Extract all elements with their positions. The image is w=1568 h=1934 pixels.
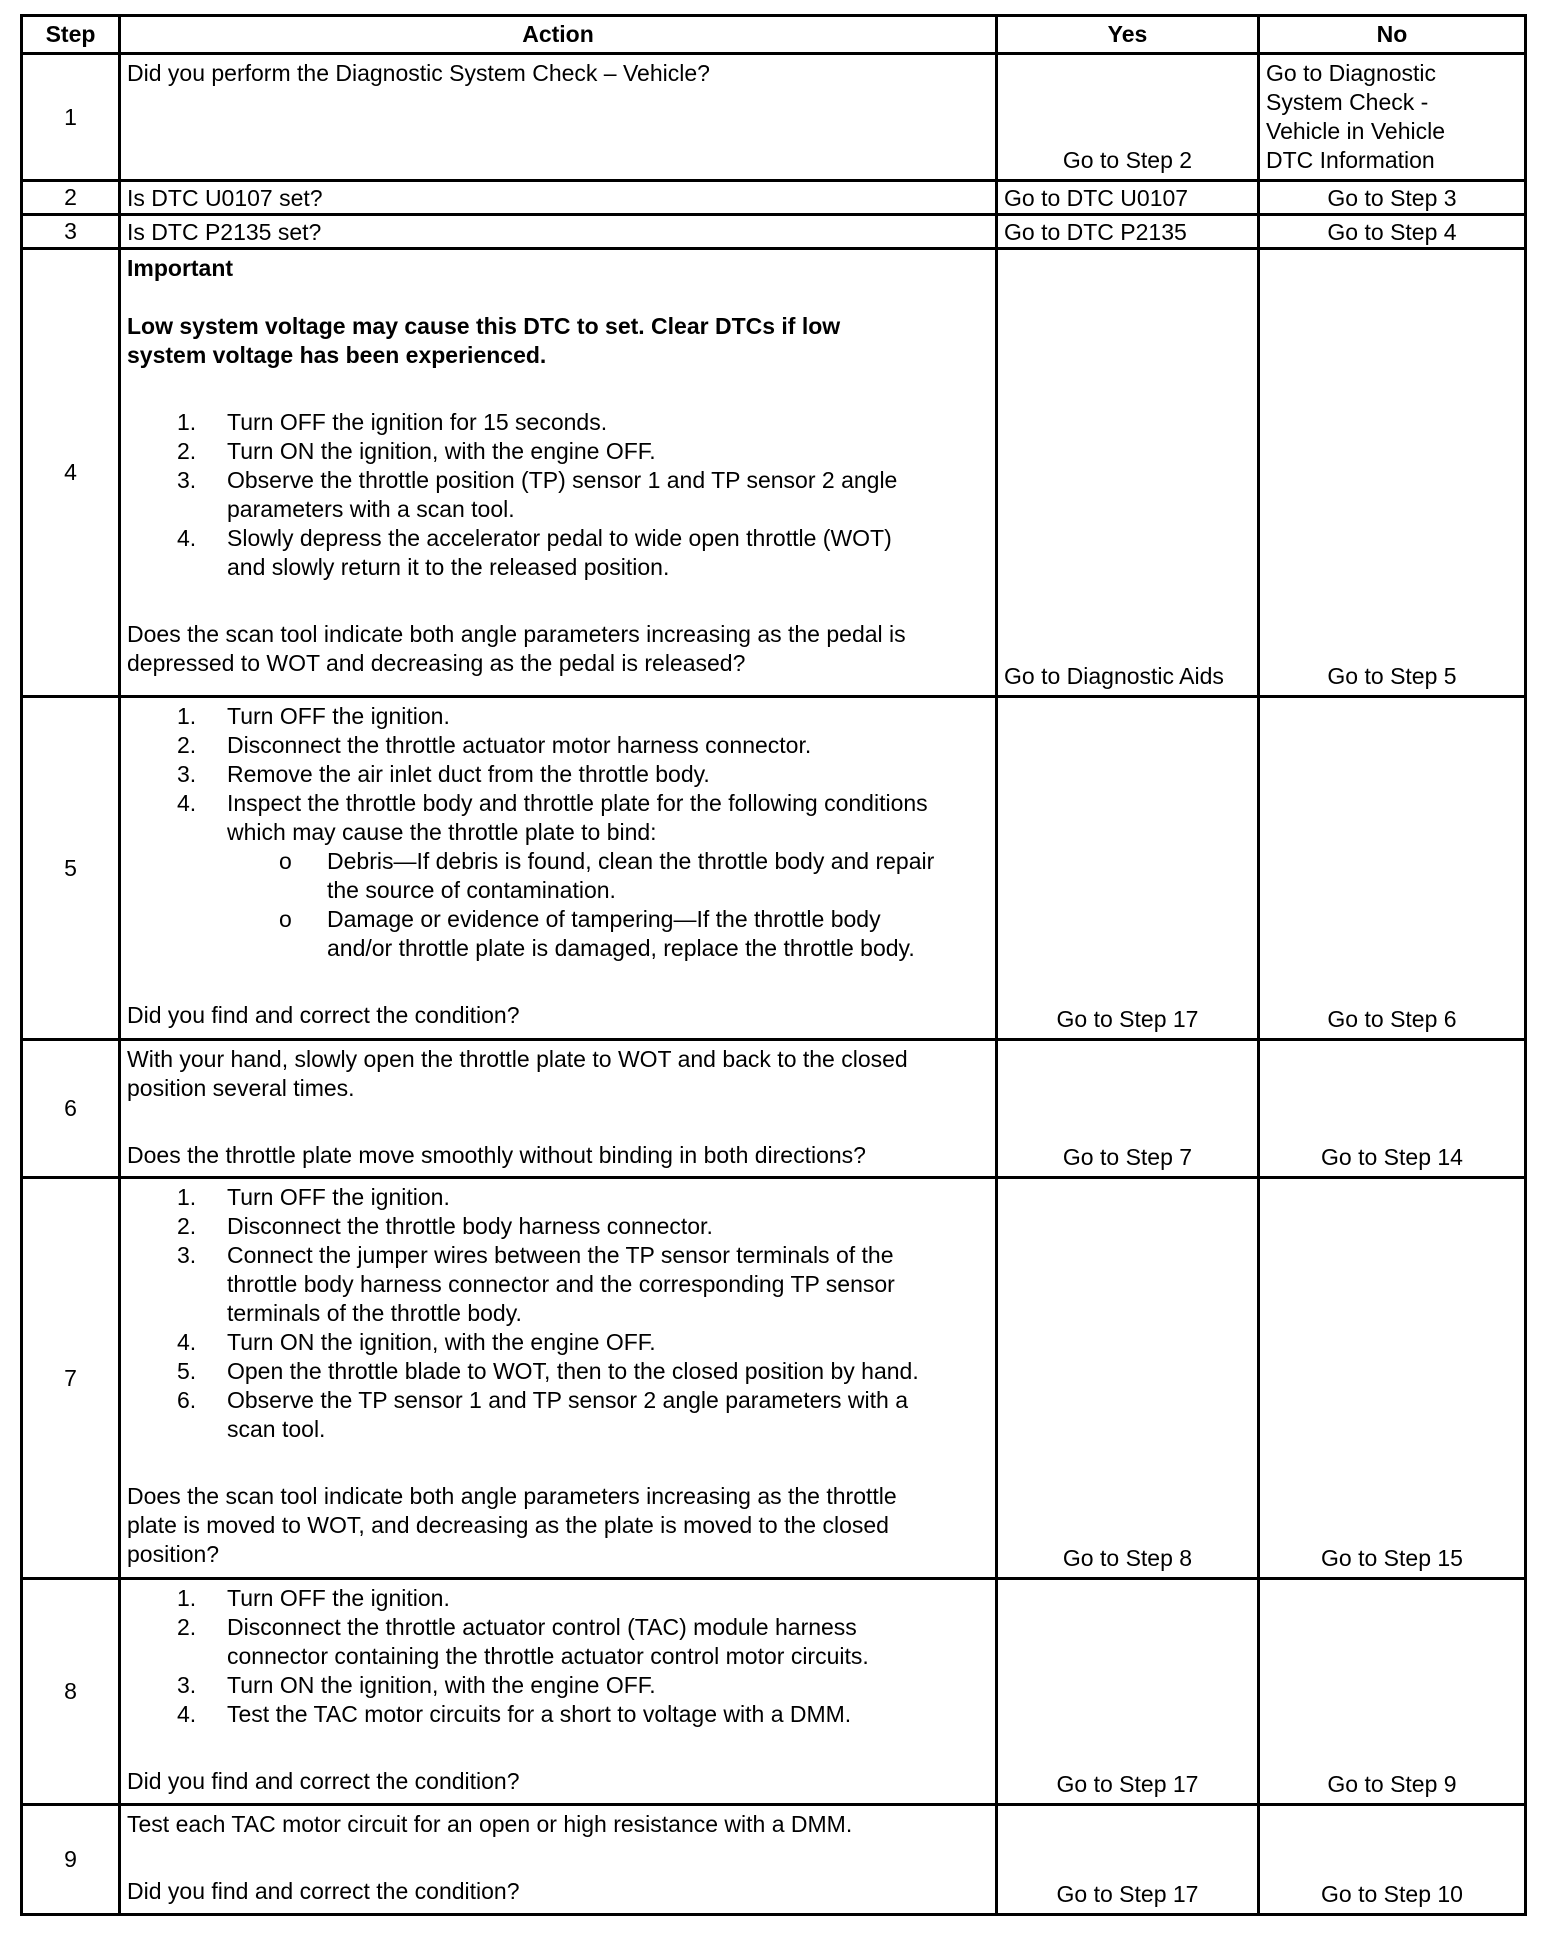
table-row (22, 249, 1526, 697)
action-cell (120, 1805, 997, 1915)
table-row (22, 697, 1526, 1040)
step-number: 3 (22, 215, 120, 249)
no-target-line: DTC Information (1266, 147, 1435, 173)
step-number: 5 (22, 697, 120, 1040)
yes-target: Go to Step 17 (1056, 1771, 1199, 1797)
yes-target: Go to DTC U0107 (1004, 185, 1189, 211)
yes-cell (997, 697, 1259, 1040)
no-cell (1259, 215, 1526, 249)
instruction-list (127, 702, 989, 963)
yes-cell (997, 181, 1259, 215)
instruction-item: 2. Disconnect the throttle actuator control (TAC) module harness connector containing the throttle actuator control motor circuits. (177, 1614, 869, 1669)
sub-item: o Damage or evidence of tampering—If the throttle body and/or throttle plate is damaged, replace the throttle body. (279, 906, 915, 961)
action-cell (120, 1178, 997, 1579)
no-cell (1259, 181, 1526, 215)
header-action: Action (120, 16, 997, 54)
yes-cell (997, 1805, 1259, 1915)
instruction-item: 2. Disconnect the throttle body harness connector. (177, 1213, 713, 1239)
no-target: Go to Step 5 (1327, 663, 1457, 689)
yes-cell (997, 1040, 1259, 1178)
intro-text-line: Test each TAC motor circuit for an open or high resistance with a DMM. (127, 1811, 853, 1837)
yes-target: Go to DTC P2135 (1004, 219, 1187, 245)
yes-cell (997, 1579, 1259, 1805)
instruction-item: 4. Test the TAC motor circuits for a short to voltage with a DMM. (177, 1701, 852, 1727)
header-yes: Yes (997, 16, 1259, 54)
instruction-list (127, 1183, 989, 1444)
instruction-item: 3. Observe the throttle position (TP) sensor 1 and TP sensor 2 angle parameters with a scan tool. (177, 467, 898, 522)
instruction-item: 3. Remove the air inlet duct from the throttle body. (177, 761, 710, 787)
instruction-list (127, 408, 989, 582)
step-number: 1 (22, 54, 120, 181)
yes-target: Go to Step 7 (1062, 1144, 1193, 1170)
action-cell (120, 54, 997, 181)
step-number: 7 (22, 1178, 120, 1579)
instruction-item: 2. Disconnect the throttle actuator motor harness connector. (177, 732, 812, 758)
question-text: Does the throttle plate move smoothly without binding in both directions? (127, 1142, 866, 1168)
step-number: 4 (22, 249, 120, 697)
question-text: Did you find and correct the condition? (127, 1878, 520, 1904)
table-row (22, 1805, 1526, 1915)
intro-text-line: position several times. (127, 1075, 355, 1101)
step-number: 8 (22, 1579, 120, 1805)
yes-target: Go to Step 17 (1056, 1006, 1199, 1032)
table-row (22, 1178, 1526, 1579)
no-cell (1259, 1805, 1526, 1915)
no-cell (1259, 697, 1526, 1040)
action-cell (120, 181, 997, 215)
no-target: Go to Step 14 (1321, 1144, 1463, 1170)
question-text-line: Does the scan tool indicate both angle parameters increasing as the throttle (127, 1483, 897, 1509)
no-target: Go to Step 3 (1327, 185, 1457, 211)
question-text: Did you find and correct the condition? (127, 1768, 520, 1794)
action-cell (120, 1579, 997, 1805)
instruction-item: 5. Open the throttle blade to WOT, then to the closed position by hand. (177, 1358, 919, 1384)
question-text-line: Does the scan tool indicate both angle parameters increasing as the pedal is (127, 621, 906, 647)
no-target: Go to Step 4 (1327, 219, 1457, 245)
no-cell (1259, 1178, 1526, 1579)
action-cell (120, 1040, 997, 1178)
yes-cell (997, 249, 1259, 697)
no-target-line: System Check - (1266, 89, 1429, 115)
instruction-item: 2. Turn ON the ignition, with the engine OFF. (177, 438, 656, 464)
question-text: Did you perform the Diagnostic System Check – Vehicle? (127, 60, 710, 86)
yes-target: Go to Step 2 (1062, 147, 1193, 173)
instruction-item: 3. Turn ON the ignition, with the engine OFF. (177, 1672, 656, 1698)
no-target-line: Vehicle in Vehicle (1266, 118, 1446, 144)
table-row (22, 1579, 1526, 1805)
action-cell (120, 215, 997, 249)
yes-target: Go to Step 8 (1062, 1545, 1193, 1571)
important-text-line: Low system voltage may cause this DTC to set. Clear DTCs if low (127, 313, 841, 339)
step-number: 9 (22, 1805, 120, 1915)
action-cell (120, 697, 997, 1040)
important-label: Important (127, 255, 234, 281)
header-no: No (1259, 16, 1526, 54)
yes-target: Go to Step 17 (1056, 1881, 1199, 1907)
yes-target: Go to Diagnostic Aids (1004, 663, 1224, 689)
no-target: Go to Step 10 (1321, 1881, 1463, 1907)
instruction-item: 1. Turn OFF the ignition. (177, 703, 450, 729)
table-row (22, 54, 1526, 181)
instruction-item: 4. Slowly depress the accelerator pedal to wide open throttle (WOT) and slowly return it to the released position. (177, 525, 892, 580)
question-text: Did you find and correct the condition? (127, 1002, 520, 1028)
diagnostic-table (20, 14, 1527, 1916)
table-row (22, 215, 1526, 249)
no-target-line: Go to Diagnostic (1266, 60, 1437, 86)
sub-item: o Debris—If debris is found, clean the throttle body and repair the source of contamination. (279, 848, 935, 903)
question-text-line: plate is moved to WOT, and decreasing as the plate is moved to the closed (127, 1512, 889, 1538)
no-cell (1259, 54, 1526, 181)
question-text-line: position? (127, 1541, 220, 1567)
instruction-item: 4. Turn ON the ignition, with the engine OFF. (177, 1329, 656, 1355)
sub-list (227, 847, 989, 963)
important-text-line: system voltage has been experienced. (127, 342, 547, 368)
table-row (22, 181, 1526, 215)
header-step: Step (22, 16, 120, 54)
header-row (22, 16, 1526, 54)
table-row (22, 1040, 1526, 1178)
instruction-item: 3. Connect the jumper wires between the TP sensor terminals of the throttle body harness connector and the corresponding TP sensor terminals of the throttle body. (177, 1242, 895, 1326)
intro-text-line: With your hand, slowly open the throttle plate to WOT and back to the closed (127, 1046, 908, 1072)
no-cell (1259, 1040, 1526, 1178)
instruction-list (127, 1584, 989, 1729)
instruction-item: 6. Observe the TP sensor 1 and TP sensor 2 angle parameters with a scan tool. (177, 1387, 909, 1442)
yes-cell (997, 215, 1259, 249)
yes-cell (997, 54, 1259, 181)
no-target: Go to Step 9 (1327, 1771, 1457, 1797)
question-text: Is DTC P2135 set? (127, 219, 322, 245)
step-number: 6 (22, 1040, 120, 1178)
yes-cell (997, 1178, 1259, 1579)
instruction-item: 1. Turn OFF the ignition for 15 seconds. (177, 409, 608, 435)
no-cell (1259, 1579, 1526, 1805)
action-cell (120, 249, 997, 697)
instruction-item: 4. Inspect the throttle body and throttle plate for the following conditions which may cause the throttle plate to bind: o Debris—If debris is found, clean the throttle body and repair the source of contamination. o Damage or evidence of tampering—If the throttle body and/or throttle plate is damaged, replace the throttle body. (127, 789, 989, 963)
no-cell (1259, 249, 1526, 697)
no-target: Go to Step 15 (1321, 1545, 1463, 1571)
instruction-item: 1. Turn OFF the ignition. (177, 1184, 450, 1210)
question-text-line: depressed to WOT and decreasing as the pedal is released? (127, 650, 746, 676)
instruction-item: 1. Turn OFF the ignition. (177, 1585, 450, 1611)
question-text: Is DTC U0107 set? (127, 185, 323, 211)
step-number: 2 (22, 181, 120, 215)
no-target: Go to Step 6 (1327, 1006, 1457, 1032)
